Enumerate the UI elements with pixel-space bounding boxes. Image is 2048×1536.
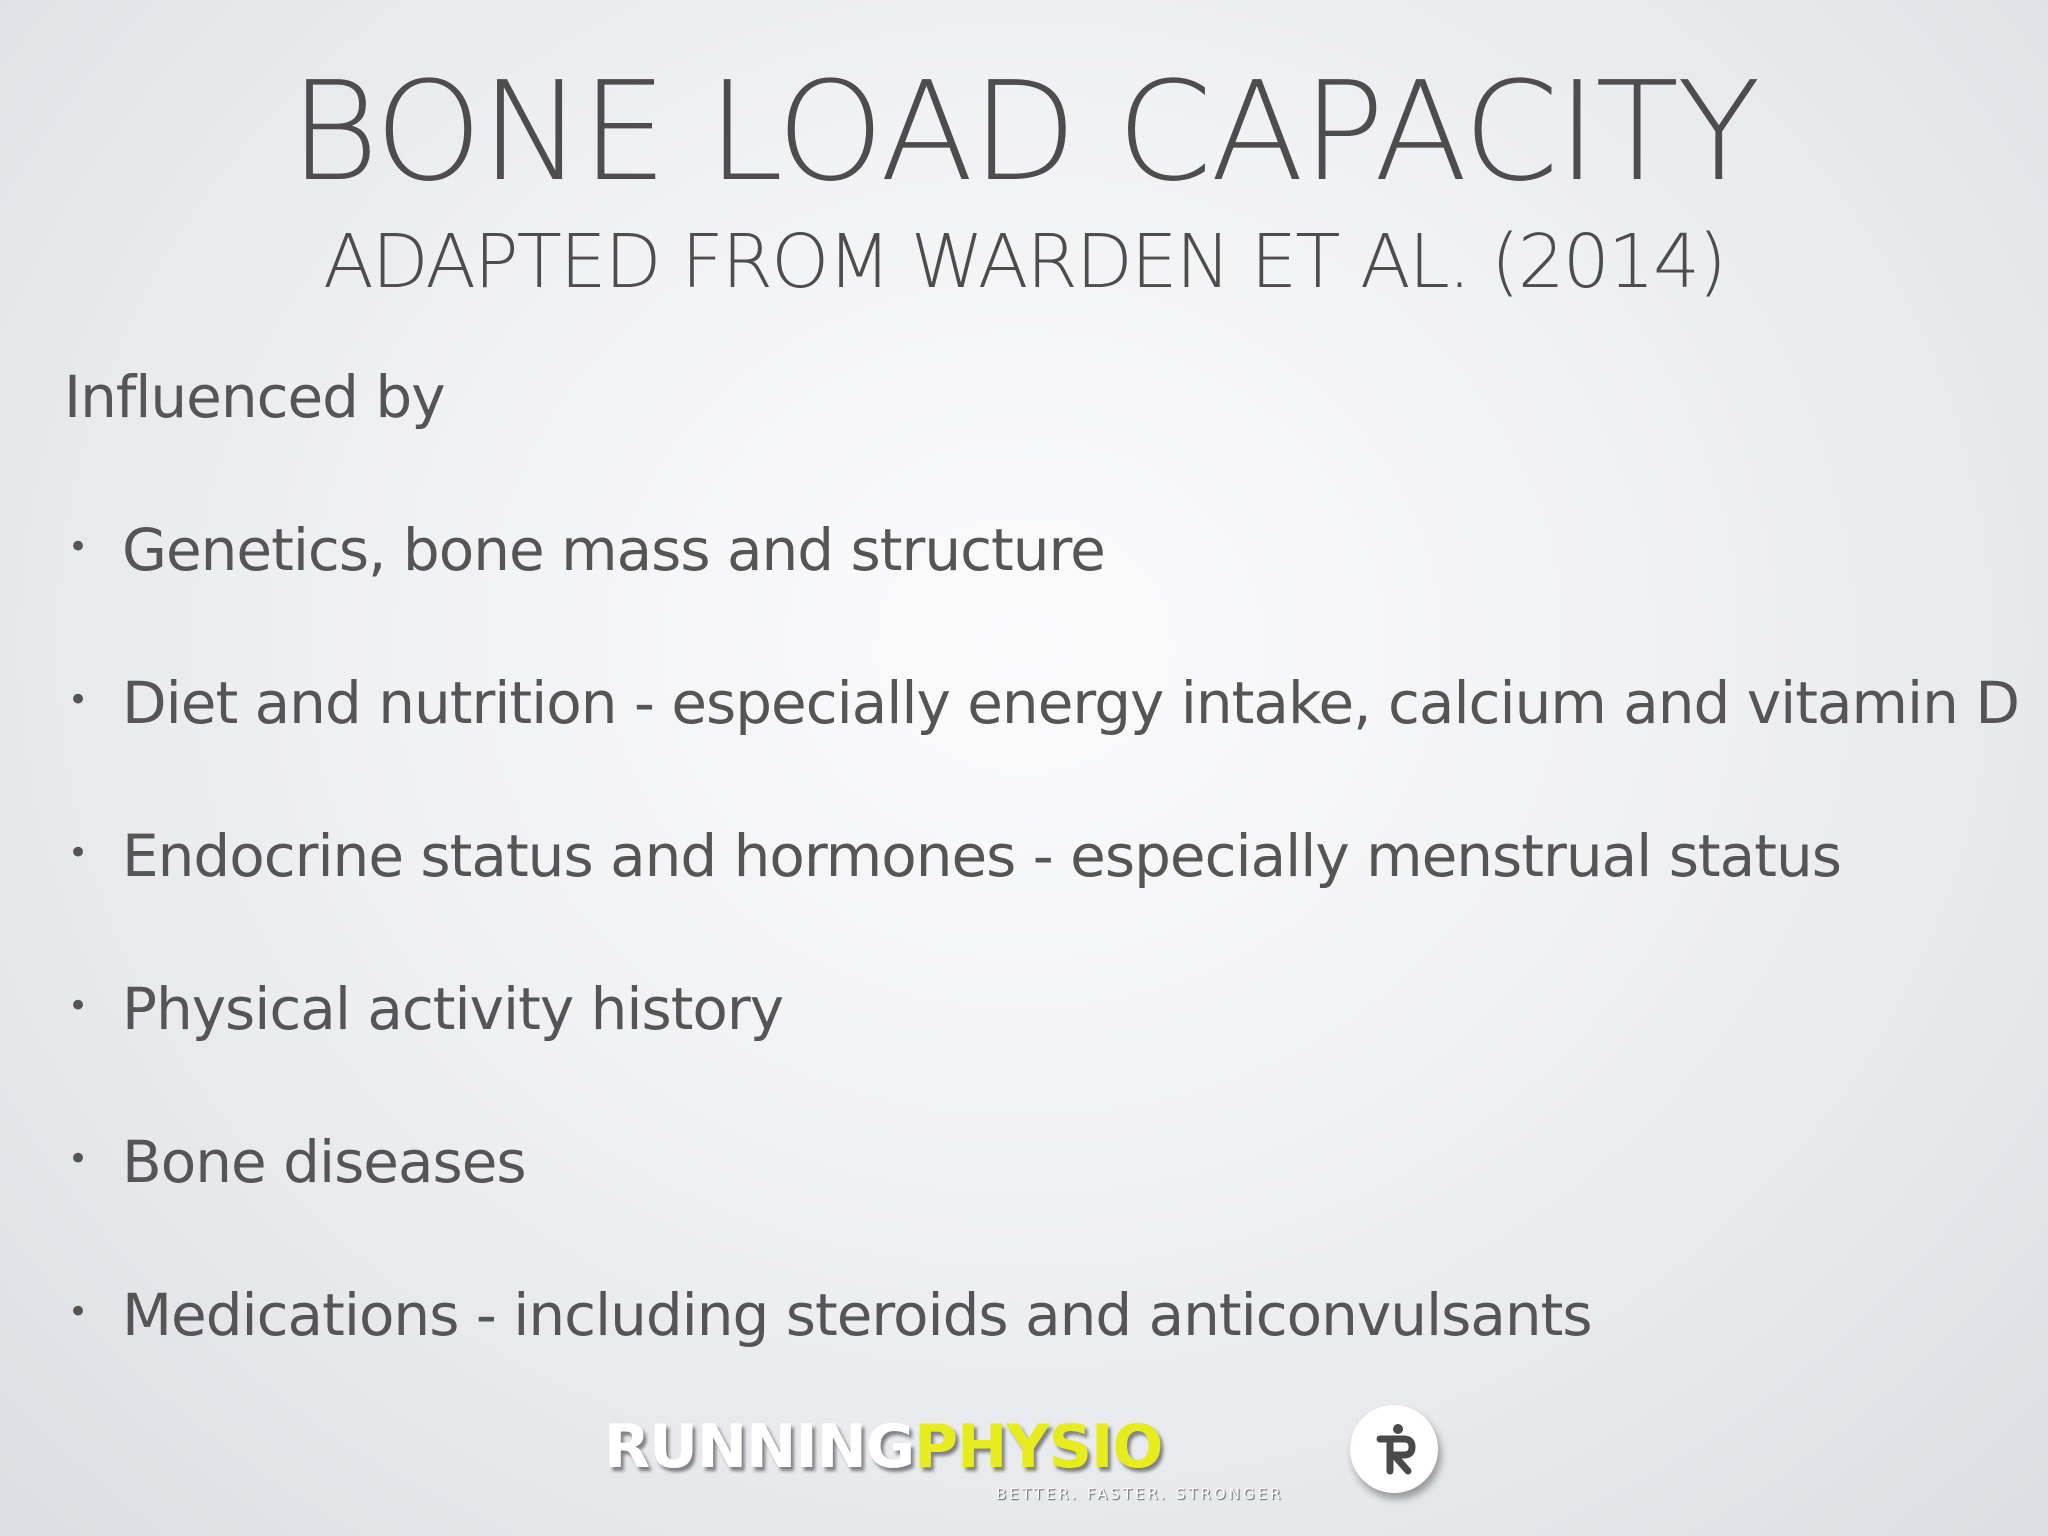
bullet-text: Diet and nutrition - especially energy intake, calcium and vitamin D [122,669,2020,737]
logo-tagline: BETTER. FASTER. STRONGER [996,1485,1284,1503]
logo-wordmark [604,1412,1163,1482]
slide-subtitle: ADAPTED FROM WARDEN ET AL. (2014) [323,219,1725,305]
bullet-text: Physical activity history [122,975,784,1043]
bullet-item [68,1281,1592,1351]
runner-r-glyph [1350,1405,1438,1493]
bullet-item [68,822,1841,892]
running-physio-logo [604,1405,1444,1515]
intro-text: Influenced by [64,363,445,431]
bullet-item [68,516,1105,586]
bullet-item [68,975,783,1045]
slide-title: BONE LOAD CAPACITY [289,53,1759,212]
bullet-marker: • [68,833,88,874]
bullet-marker: • [68,1292,88,1333]
logo-running-text: RUNNING [604,1412,915,1482]
bullet-text: Medications - including steroids and anticonvulsants [122,1281,1592,1349]
runner-r-badge-icon [1350,1405,1438,1493]
bullet-text: Genetics, bone mass and structure [122,516,1105,584]
bullet-marker: • [68,986,88,1027]
bullet-text: Bone diseases [122,1128,526,1196]
bullet-marker: • [68,680,88,721]
bullet-item [68,1128,526,1198]
bullet-marker: • [68,1139,88,1180]
bullet-item [68,669,2019,739]
bullet-marker: • [68,527,88,568]
bullet-text: Endocrine status and hormones - especially menstrual status [122,822,1841,890]
logo-physio-text: PHYSIO [914,1412,1163,1482]
